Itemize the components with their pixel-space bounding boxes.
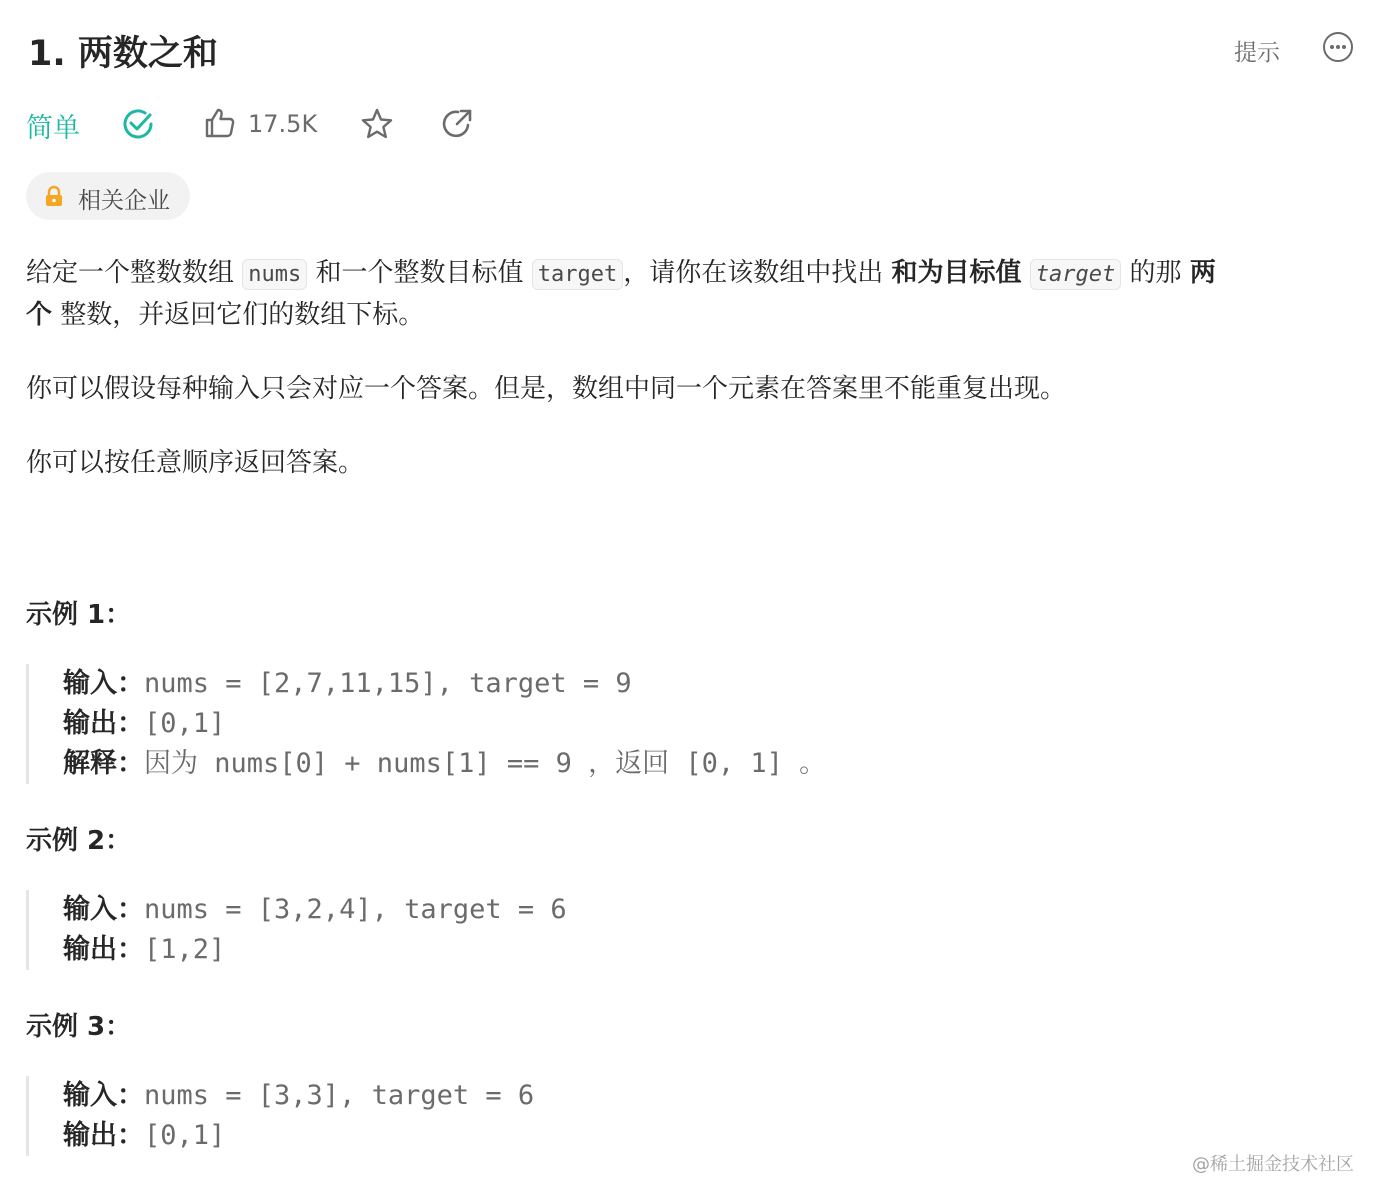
related-companies-tag[interactable] xyxy=(26,172,190,220)
star-icon[interactable] xyxy=(360,107,394,141)
example-1-output xyxy=(63,704,826,744)
example-3-input xyxy=(63,1076,534,1116)
example-2-input xyxy=(63,890,567,930)
output-value: [1,2] xyxy=(144,934,226,965)
input-value: nums = [2,7,11,15], target = 9 xyxy=(144,668,632,699)
input-label: 输入： xyxy=(63,1080,144,1111)
inline-code-target: target xyxy=(532,259,623,290)
input-value: nums = [3,2,4], target = 6 xyxy=(144,894,567,925)
example-3-title: 示例 3： xyxy=(26,1012,132,1042)
watermark: @稀土掘金技术社区 xyxy=(1192,1154,1354,1175)
description-text: 和一个整数目标值 xyxy=(307,258,532,288)
difficulty-badge: 简单 xyxy=(26,113,80,144)
output-value: [0,1] xyxy=(144,1120,226,1151)
explanation-value: 因为 nums[0] + nums[1] == 9 ，返回 [0, 1] 。 xyxy=(144,748,827,779)
thumbs-up-icon[interactable] xyxy=(203,106,237,140)
lock-icon xyxy=(44,185,64,207)
description-paragraph-1 xyxy=(26,252,1216,296)
output-label: 输出： xyxy=(63,1120,144,1151)
hint-button[interactable]: 提示 xyxy=(1234,40,1280,66)
example-2-block xyxy=(26,890,567,970)
example-1-explanation xyxy=(63,744,826,784)
output-value: [0,1] xyxy=(144,708,226,739)
description-paragraph-2: 你可以假设每种输入只会对应一个答案。但是，数组中同一个元素在答案里不能重复出现。 xyxy=(26,374,1067,404)
description-text: 给定一个整数数组 xyxy=(26,258,243,288)
related-companies-label: 相关企业 xyxy=(78,188,170,214)
example-2-output xyxy=(63,930,567,970)
description-paragraph-3: 你可以按任意顺序返回答案。 xyxy=(26,448,365,478)
description-bold: 两 xyxy=(1189,258,1216,288)
example-2-title: 示例 2： xyxy=(26,826,132,856)
example-1-title: 示例 1： xyxy=(26,600,132,630)
like-count: 17.5K xyxy=(248,110,318,138)
description-text: 的那 xyxy=(1121,258,1190,288)
inline-code-target-italic: target xyxy=(1030,259,1121,290)
example-1-input xyxy=(63,664,826,704)
problem-title: 1. 两数之和 xyxy=(28,34,218,74)
inline-code-nums: nums xyxy=(242,259,307,290)
explanation-label: 解释： xyxy=(63,748,144,779)
description-paragraph-1-cont xyxy=(26,294,424,336)
input-value: nums = [3,3], target = 6 xyxy=(144,1080,535,1111)
output-label: 输出： xyxy=(63,708,144,739)
share-icon[interactable] xyxy=(440,107,474,141)
input-label: 输入： xyxy=(63,894,144,925)
description-text: 整数，并返回它们的数组下标。 xyxy=(52,300,425,330)
description-text: ，请你在该数组中找出 xyxy=(623,258,892,288)
more-options-icon[interactable] xyxy=(1322,31,1354,63)
description-bold: 个 xyxy=(26,300,53,330)
solved-check-icon xyxy=(121,107,155,141)
description-bold: 和为目标值 xyxy=(891,258,1022,288)
example-3-block xyxy=(26,1076,534,1156)
input-label: 输入： xyxy=(63,668,144,699)
output-label: 输出： xyxy=(63,934,144,965)
example-3-output xyxy=(63,1116,534,1156)
example-1-block xyxy=(26,664,826,784)
